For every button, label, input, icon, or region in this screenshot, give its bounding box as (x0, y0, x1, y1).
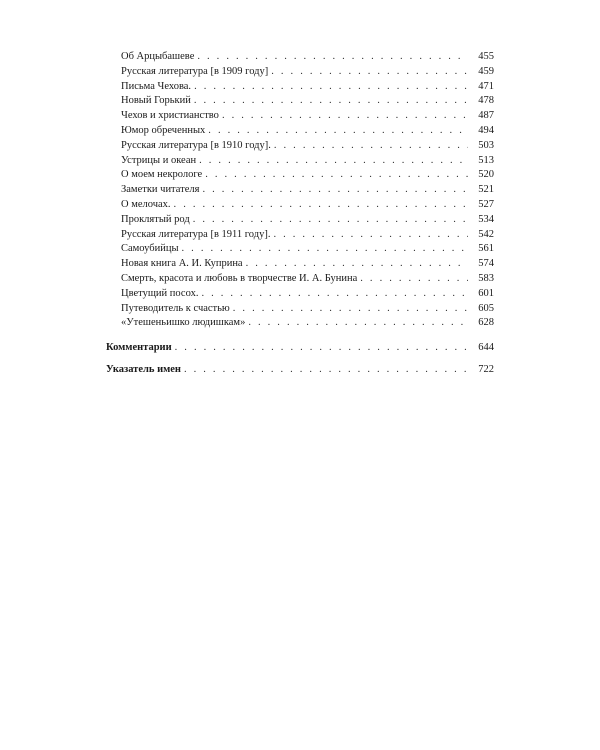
toc-entry-title: Об Арцыбашеве (121, 51, 195, 62)
dot-leader (248, 316, 468, 331)
toc-entry-page: 628 (478, 317, 494, 329)
dot-leader (175, 337, 468, 359)
dot-leader (205, 168, 468, 183)
toc-entry-page: 521 (478, 184, 494, 196)
toc-entry (106, 50, 494, 65)
toc-section-commentary (106, 337, 494, 359)
toc-entry-title: Цветущий посох. (121, 287, 199, 299)
toc-entry (106, 287, 494, 302)
toc-entry (106, 80, 494, 95)
toc-entry-title: Русская литература [в 1910 году]. (121, 139, 271, 151)
toc-entry-page: 534 (478, 213, 494, 225)
toc-entry-page: 601 (478, 287, 494, 299)
toc-entry (106, 228, 494, 243)
dot-leader (201, 287, 468, 302)
toc-section-title: Комментарии (106, 342, 172, 354)
dot-leader (271, 65, 468, 80)
toc-entry (106, 213, 494, 228)
toc-entry-page: 520 (478, 169, 494, 181)
toc-entry-title: Путеводитель к счастью (121, 302, 230, 314)
toc-entry-page: 478 (478, 95, 494, 107)
toc-entry-page: 583 (478, 272, 494, 284)
dot-leader (246, 257, 468, 272)
toc-entry-title: Письма Чехова. (121, 80, 192, 92)
toc-entry-page: 527 (478, 198, 494, 210)
toc-entry-page: 605 (478, 302, 494, 314)
toc-entry-title: О мелочах. (121, 198, 171, 210)
toc-entry-page: 459 (478, 65, 494, 77)
toc-entry-title: Устрицы и океан (121, 154, 197, 166)
toc-entry-page: 487 (478, 110, 494, 122)
dot-leader (208, 124, 468, 139)
toc-entry (106, 316, 494, 331)
toc-entry (106, 65, 494, 80)
dot-leader (199, 154, 468, 169)
table-of-contents (106, 50, 494, 381)
toc-entry (106, 272, 494, 287)
toc-section-name-index (106, 359, 494, 381)
toc-entry (106, 183, 494, 198)
toc-entry (106, 242, 494, 257)
toc-entry-title: «Утешеньишко людишкам» (121, 317, 246, 329)
dot-leader (182, 242, 468, 257)
toc-entry (106, 94, 494, 109)
toc-entry (106, 302, 494, 317)
toc-entry-page: 513 (478, 154, 494, 166)
toc-entry (106, 257, 494, 272)
toc-entry-title: Новая книга А. И. Куприна (121, 258, 243, 270)
toc-entry-page: 455 (478, 51, 494, 62)
toc-entry (106, 139, 494, 154)
toc-entry-title: Смерть, красота и любовь в творчестве И. А. Бунина (121, 272, 358, 284)
toc-entry-page: 494 (478, 124, 494, 136)
dot-leader (194, 80, 468, 95)
toc-entry (106, 124, 494, 139)
dot-leader (193, 213, 468, 228)
toc-entry-title: Русская литература [в 1911 году]. (121, 228, 271, 240)
toc-section-title: Указатель имен (106, 364, 181, 376)
toc-entry-page: 471 (478, 80, 494, 92)
toc-entry-title: О моем некрологе (121, 169, 203, 181)
toc-entry-title: Самоубийцы (121, 243, 179, 255)
toc-entry (106, 198, 494, 213)
dot-leader (274, 139, 468, 154)
toc-entry (106, 154, 494, 169)
toc-entry-title: Русская литература [в 1909 году] (121, 65, 269, 77)
toc-entry-title: Проклятый род (121, 213, 190, 225)
dot-leader (184, 359, 468, 381)
toc-entry (106, 168, 494, 183)
toc-entry-title: Новый Горький (121, 95, 191, 107)
toc-entry (106, 109, 494, 124)
toc-entry-title: Заметки читателя (121, 184, 200, 196)
dot-leader (273, 228, 468, 243)
toc-entry-title: Чехов и христианство (121, 110, 219, 122)
toc-entry-page: 574 (478, 258, 494, 270)
dot-leader (360, 272, 468, 287)
toc-entry-page: 561 (478, 243, 494, 255)
toc-section-page: 644 (478, 342, 494, 354)
toc-section-page: 722 (478, 364, 494, 376)
toc-entry-title: Юмор обреченных (121, 124, 206, 136)
dot-leader (233, 302, 468, 317)
dot-leader (194, 94, 468, 109)
toc-entry-page: 542 (478, 228, 494, 240)
toc-entry-page: 503 (478, 139, 494, 151)
dot-leader (174, 198, 468, 213)
dot-leader (202, 183, 468, 198)
dot-leader (197, 50, 468, 65)
dot-leader (222, 109, 468, 124)
